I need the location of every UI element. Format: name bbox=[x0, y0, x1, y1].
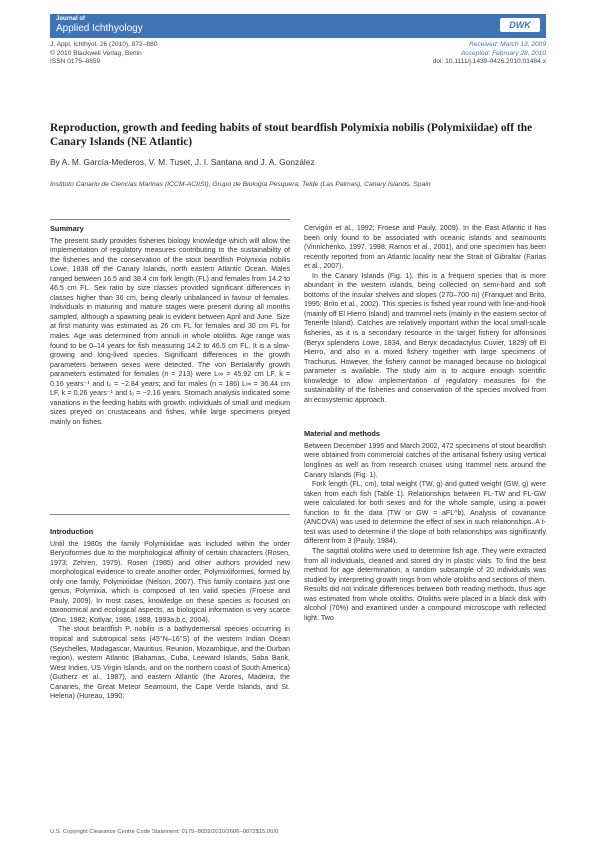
article-title: Reproduction, growth and feeding habits of stout beardfish Polymixia nobilis (Polymixiidae) off the Canary Islands (NE Atlantic) bbox=[50, 122, 533, 148]
methods-paragraph-1: Between December 1995 and March 2002, 472 specimens of stout beardfish were obtained from commercial catches of the artisanal fishery using vertical longlines as well as from research cruises using trammel nets around the Canary Islands (Fig. 1). bbox=[304, 441, 546, 479]
publisher-logo: DWK bbox=[500, 18, 540, 32]
intro-paragraph-3: Cervigón et al., 1992; Froese and Pauly, 2009). In the East Atlantic it has been only found to be associated with oceanic islands and seamounts (Vinnichenko, 1997, 1998; Ramos et al., 2001), and one specimen has been recently reported from an Atlantic locality near the Strait of Gibraltar (Farias et al., 2007). bbox=[304, 224, 546, 271]
received-date: Received: March 13, 2009 bbox=[469, 41, 546, 48]
citation-block bbox=[50, 41, 157, 67]
citation: J. Appl. Ichthyol. 26 (2010), 872–880 bbox=[50, 41, 158, 48]
dates-block bbox=[433, 41, 546, 67]
methods-paragraph-3: The sagittal otoliths were used to determine fish age. They were extracted from all individuals, cleaned and stored dry in plastic vials. To find the best method for age determination, a random subsample of 20 individuals was studied by interpreting growth rings from whole otoliths and sections of them. Results did not indicate differences between both reading methods, thus age was estimated from whole otoliths. Otoliths were placed in a black disk with alcohol (70%) and examined under a compound microscope with reflected light. Two bbox=[304, 546, 546, 622]
introduction-heading: Introduction bbox=[50, 527, 94, 536]
intro-paragraph-2: The stout beardfish P. nobilis is a bathydemersal species occurring in tropical and subtropical seas (45°N–16°S) of the western Indian Ocean (Seychelles, Madagascar, Mauritius, Reunion, Mozambique, and the Durban region), western Atlantic (Bahamas, Cuba, Leeward Islands, Saba Bank, West Indies, US Virgin Islands, and on the northern coast of South America) (Gutherz et al., 1987), and eastern Atlantic (the Azores, Madeira, the Canaries, the Great Meteor Seamount, the Cape Verde Islands, and St. Helena) (Hureau, 1990; bbox=[50, 625, 290, 701]
intro-paragraph-4: In the Canary Islands (Fig. 1), this is a frequent species that is more abundant in the western islands, being collected on semi-hard and soft bottoms of the insular shelves and slopes (270–700 m) (Franquet and Brito, 1995; Brito et al., 2002). This species is fished year round with line-and-hook (mainly off El Hierro Island) and trammel nets (mainly in the eastern sector of Tenerife Island). Catches are relatively important within the local small-scale fisheries, as it is a secondary resource in the target fishery for alfonsinos (Beryx splendens Lowe, 1834, and Beryx decadactylus Cuvier, 1829) off El Hierro, and also in a mixed fishery together with large specimens of Trachurus. However, the fishery cannot be managed because no biological parameter is available. The study aim is to acquire enough scientific knowledge to allow implementation of regulatory measures for the sustainability of the fisheries and conservation of the species involved from an ecosystemic approach. bbox=[304, 271, 546, 404]
accepted-date: Accepted: February 28, 2010 bbox=[460, 49, 546, 57]
summary-heading: Summary bbox=[50, 224, 84, 233]
methods-heading: Material and methods bbox=[304, 429, 380, 439]
journal-name: Applied Ichthyology bbox=[56, 23, 143, 34]
doi: doi: 10.1111/j.1439-0426.2010.01484.x bbox=[432, 58, 546, 66]
right-column bbox=[304, 224, 546, 623]
issn: ISSN 0175–8659 bbox=[50, 58, 101, 66]
copyright: © 2010 Blackwell Verlag, Berlin bbox=[50, 49, 142, 57]
summary-section bbox=[50, 224, 290, 427]
introduction-section bbox=[50, 527, 290, 702]
affiliation: Instituto Canario de Ciencias Marinas (ICCM-ACIISI), Grupo de Biología Pesquera, Telde (Las Palmas), Canary Islands, Spain bbox=[50, 181, 431, 188]
journal-prefix: Journal of bbox=[56, 16, 86, 22]
copyright-footer: U.S. Copyright Clearance Centre Code Statement: 0175–8659/2010/2606–0872$15.00/0 bbox=[50, 829, 279, 835]
summary-text: The present study provides fisheries biology knowledge which will allow the implementation of regulatory measures contributing to the sustainability of the fisheries and the conservation of the stout beardfish Polymixia nobilis Lowe, 1838 off the Canary Islands, north eastern Atlantic Ocean. Males ranged between 16.5 and 38.4 cm fork length (FL) and females from 14.2 to 46.5 cm FL. Sex ratio by size classes provided significant differences in classes higher than 36 cm, being clearly unbalanced in favour of females. Individuals in maturing and mature stages were present during all months sampled, although a spawning peak is evident between April and June. Size at first maturity was estimated as 26 cm FL for females and 30 cm FL for males. Age was determined from annuli in whole otoliths. Age range was found to be 0–14 years for fish measuring 14.2 to 46.5 cm FL. It is a slow-growing and long-lived species. Significant differences in the growth parameters between sexes were detected. The von Bertalanffy growth parameters estimated for females (n = 213) were L∞ = 45.92 cm LF, k = 0.16 years⁻¹ and t₀ = −2.84 years; and for males (n = 186) L∞ = 36.44 cm LF, k = 0.26 years⁻¹ and t₀ = −2.16 years. Stomach analysis indicated some variations in the feeding habits with growth: individuals of small and medium sizes preyed on crustaceans and fishes, while large specimens preyed mainly on fishes. bbox=[50, 236, 290, 426]
intro-paragraph-1: Until the 1980s the family Polymixiidae was included within the order Beryciformes due to the morphological affinity of certain characters (Rosen, 1973; Zehren, 1979). Rosen (1985) and other authors provided new morphological evidence to create another order, Polymixiiformes, formed by only one family, Polymixiidae (Nelson, 2007). This family contains just one genus, Polymixia, which is composed of ten valid species (Froese and Pauly, 2009). In most cases, knowledge on these species is focused on taxonomical and ecological aspects, as biological information is very scarce (Ono, 1982; Kotlyar, 1986, 1988, 1993a,b,c, 2004). bbox=[50, 539, 290, 624]
journal-banner bbox=[50, 14, 546, 38]
methods-paragraph-2: Fork length (FL, cm), total weight (TW, g) and gutted weight (GW, g) were taken from each fish (Table 1). Relationships between FL-TW and FL-GW were calculated for both sexes and for the whole sample, using a power function to fit the data (TW or GW = aFL^b). Analysis of covariance (ANCOVA) was used to determine the effect of sex in such relationships. A t-test was used to determine if the slope of both relationships was significantly different from 3 (Pauly, 1984). bbox=[304, 480, 546, 546]
summary-top-rule bbox=[50, 219, 290, 220]
authors: By A. M. García-Mederos, V. M. Tuset, J. I. Santana and J. A. González bbox=[50, 157, 315, 167]
summary-bottom-rule bbox=[50, 514, 290, 515]
